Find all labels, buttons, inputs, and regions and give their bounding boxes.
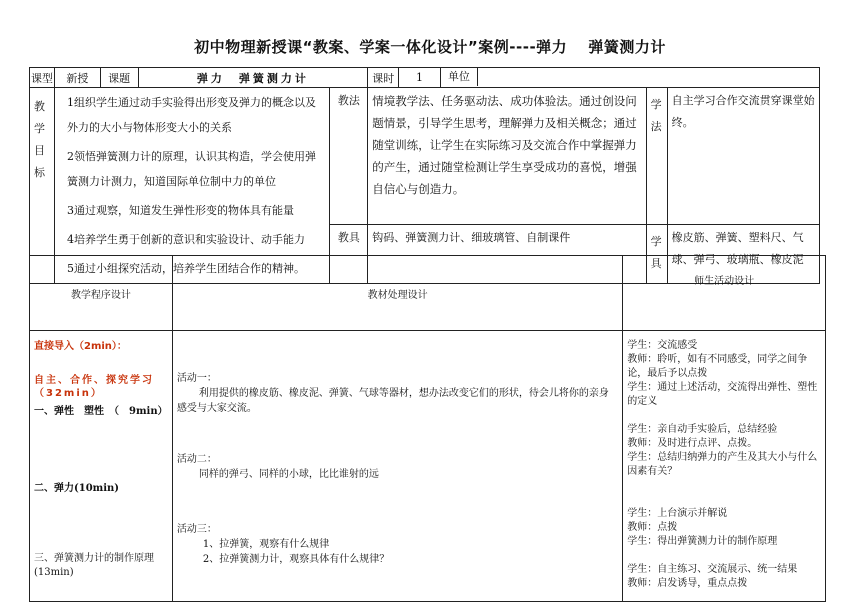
activity-line: 学生：交流感受 xyxy=(627,340,698,351)
section-1: 一、弹性 塑性 （ 9min） xyxy=(34,406,168,417)
activity-cell xyxy=(623,331,826,602)
topic-value: 弹力 弹簧测力计 xyxy=(138,68,368,88)
method-text: 情境教学法、任务驱动法、成功体验法。通过创设问题情景，引导学生思考，理解弹力及相关概念；通过随堂训练，让学生在实际练习及交流合作中掌握弹力的产生，通过随堂检测让学生享受成功的喜悦，增强自信心与创造力。 xyxy=(368,88,646,225)
col-program: 教学程序设计 xyxy=(30,256,173,331)
goals-label: 教学目标 xyxy=(30,88,55,284)
activity-line: 学生：上台演示并解说 xyxy=(627,508,728,519)
tools-label: 教具 xyxy=(330,225,368,284)
unit-cell xyxy=(440,68,819,88)
activity-3-title: 活动三： xyxy=(176,524,217,535)
unit-label: 单位 xyxy=(441,68,478,86)
col-material: 教材处理设计 xyxy=(172,256,622,331)
study-text: 自主学习合作交流贯穿课堂始终。 xyxy=(667,88,819,225)
col-activity xyxy=(623,256,826,331)
hours-value: 1 xyxy=(399,68,441,88)
col-activity-label: 师生活动设计 xyxy=(694,276,755,287)
process-table xyxy=(29,255,826,602)
intro-step: 直接导入（2min）： xyxy=(34,341,127,352)
goal-item: 3通过观察，知道发生弹性形变的物体具有能量 xyxy=(66,204,294,217)
type-label: 课型 xyxy=(30,68,55,88)
activity-3-item: 2、拉弹簧测力计，观察具体有什么规律？ xyxy=(202,554,390,565)
goal-item: 2领悟弹簧测力计的原理，认识其构造，学会使用弹簧测力计测力，知道国际单位制中力的单位 xyxy=(66,150,316,188)
hours-label: 课时 xyxy=(368,68,399,88)
goal-item: 1组织学生通过动手实验得出形变及弹力的概念以及外力的大小与物体形变大小的关系 xyxy=(66,96,316,134)
activity-1-text: 利用提供的橡皮筋、橡皮泥、弹簧、气球等器材，想办法改变它们的形状，待会儿将你的亲身感受与大家交流。 xyxy=(176,388,609,414)
study-label: 学法 xyxy=(646,88,667,225)
topic-label: 课题 xyxy=(100,68,138,88)
section-2: 二、弹力(10min) xyxy=(34,483,120,494)
activity-line: 教师：聆听，如有不同感受，同学之间争论，最后予以点拨 xyxy=(627,354,808,379)
goal-item: 4培养学生勇于创新的意识和实验设计、动手能力 xyxy=(66,233,305,246)
activity-line: 学生：总结归纳弹力的产生及其大小与什么因素有关？ xyxy=(627,452,818,477)
goal-item: 5通过小组探究活动，培养学生团结合作的精神。 xyxy=(66,262,305,275)
material-cell xyxy=(172,331,622,602)
activity-line: 学生：通过上述活动，交流得出弹性、塑性的定义 xyxy=(627,382,818,407)
activity-line: 学生：自主练习、交流展示、统一结果 xyxy=(627,564,798,575)
explore-step: 自主、合作、探究学习（32min） xyxy=(34,375,154,399)
page-title: 初中物理新授课“教案、学案一体化设计”案例----弹力 弹簧测力计 xyxy=(194,38,666,56)
lesson-info-table xyxy=(29,67,820,284)
activity-line: 学生：亲自动手实验后，总结经验 xyxy=(627,424,778,435)
activity-line: 教师：启发诱导，重点点拨 xyxy=(627,578,748,589)
activity-2-text: 同样的弹弓、同样的小球，比比谁射的远 xyxy=(198,469,379,480)
tools-text: 钩码、弹簧测力计、细玻璃管、自制课件 xyxy=(368,225,646,284)
activity-line: 教师：及时进行点评、点拨。 xyxy=(627,438,758,449)
program-cell xyxy=(30,331,173,602)
type-value: 新授 xyxy=(54,68,100,88)
activity-line: 学生：得出弹簧测力计的制作原理 xyxy=(627,536,778,547)
learn-label: 学具 xyxy=(646,225,667,284)
activity-3-item: 1、拉弹簧，观察有什么规律 xyxy=(202,539,330,550)
method-label: 教法 xyxy=(330,88,368,225)
activity-line: 教师：点拨 xyxy=(627,522,678,533)
learn-text: 橡皮筋、弹簧、塑料尺、气球、弹弓、玻璃瓶、橡皮泥 xyxy=(667,225,819,284)
activity-1-title: 活动一： xyxy=(176,373,217,384)
activity-2-title: 活动二： xyxy=(176,454,217,465)
section-3: 三、弹簧测力计的制作原理(13min) xyxy=(34,553,154,578)
